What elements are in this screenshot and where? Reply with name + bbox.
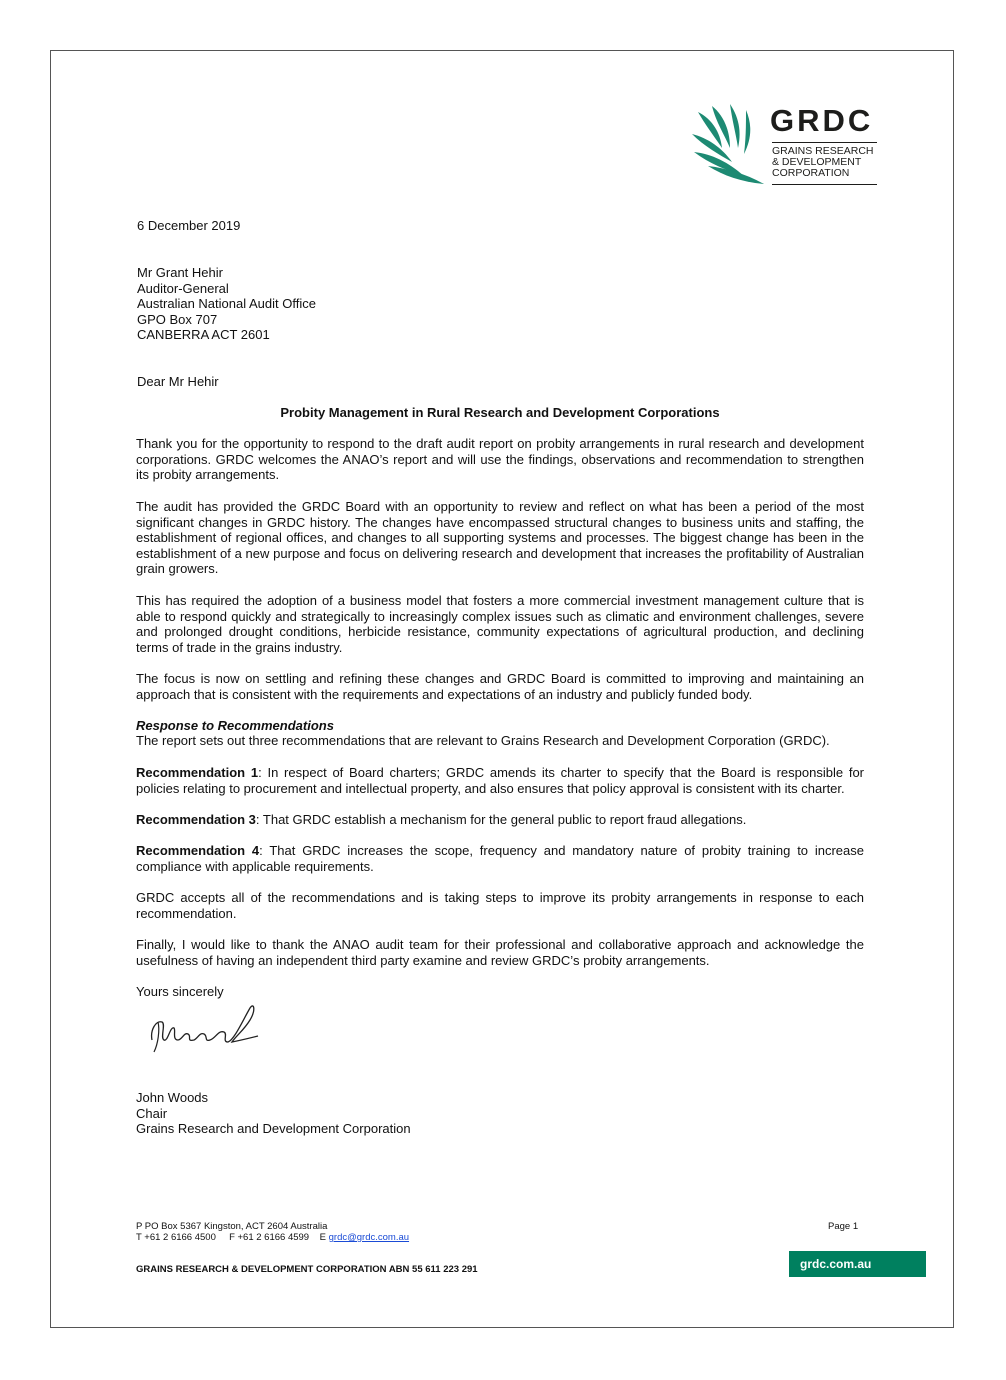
logo-divider <box>772 142 877 143</box>
footer-phone: T +61 2 6166 4500 <box>136 1232 216 1243</box>
body-paragraph: The audit has provided the GRDC Board with an opportunity to review and reflect on what has been a period of the most significant changes in GRDC history. The changes have encompassed structural changes to business units and staffing, the establishment of regional offices, and changes to all supporting systems and processes. The biggest change has been in the establishment of a new purpose and focus on delivering research and development that increases the profitability of Australian grain growers. <box>136 499 864 577</box>
response-heading: Response to Recommendations <box>136 718 334 733</box>
recommendation-label: Recommendation 1 <box>136 765 259 780</box>
footer-email-label: E <box>319 1232 326 1243</box>
letter-subject: Probity Management in Rural Research and Development Corporations <box>280 405 720 420</box>
recommendation-text: : That GRDC increases the scope, frequency and mandatory nature of probity training to increase compliance with applicable requirements. <box>136 843 864 874</box>
signatory-block <box>136 1090 411 1137</box>
recipient-line: Auditor-General <box>137 280 229 296</box>
footer-phone-line <box>136 1232 409 1243</box>
footer-corporation: GRAINS RESEARCH & DEVELOPMENT CORPORATION ABN 55 611 223 291 <box>136 1264 478 1275</box>
signatory-name: John Woods <box>136 1090 209 1105</box>
grdc-logo <box>690 104 880 186</box>
body-paragraph: The focus is now on settling and refining these changes and GRDC Board is committed to improving and maintaining an approach that is consistent with the requirements and expectations of an industry and publicly funded body. <box>136 671 864 702</box>
recipient-line: Australian National Audit Office <box>137 296 316 312</box>
recipient-line: GPO Box 707 <box>137 311 218 327</box>
footer-contact <box>136 1221 409 1243</box>
recommendation-item <box>136 843 864 874</box>
signatory-title: Chair <box>136 1105 168 1121</box>
signature <box>146 1000 266 1062</box>
closing-paragraph: Finally, I would like to thank the ANAO audit team for their professional and collaborative approach and acknowledge the usefulness of having an independent third party examine and review GRDC’s probity arrangements. <box>136 937 864 968</box>
website-badge[interactable]: grdc.com.au <box>789 1251 926 1277</box>
recipient-line: Mr Grant Hehir <box>137 265 223 280</box>
footer-email-link[interactable]: grdc@grdc.com.au <box>328 1232 410 1243</box>
logo-divider <box>772 184 877 185</box>
recommendation-label: Recommendation 3 <box>136 812 256 827</box>
closing-paragraph: GRDC accepts all of the recommendations and is taking steps to improve its probity arrangements in response to each recommendation. <box>136 890 864 921</box>
letter-date: 6 December 2019 <box>137 218 241 233</box>
body-paragraph: This has required the adoption of a business model that fosters a more commercial investment management culture that is able to respond quickly and strategically to increasingly complex issues such as climatic and environment challenges, severe and prolonged drought conditions, herbicide resistance, community expectations of agricultural production, and declining terms of trade in the grains industry. <box>136 593 864 655</box>
recommendation-item <box>136 765 864 796</box>
brand-subtitle-line: GRAINS RESEARCH <box>772 145 874 157</box>
brand-subtitle-line: & DEVELOPMENT <box>772 156 862 168</box>
brand-subtitle <box>772 146 874 179</box>
recommendation-label: Recommendation 4 <box>136 843 260 858</box>
footer-address: P PO Box 5367 Kingston, ACT 2604 Australia <box>136 1221 328 1232</box>
footer-fax: F +61 2 6166 4599 <box>229 1232 310 1243</box>
recommendation-text: : That GRDC establish a mechanism for the general public to report fraud allegations. <box>255 812 747 827</box>
recommendation-item <box>136 812 864 828</box>
response-intro: The report sets out three recommendations that are relevant to Grains Research and Development Corporation (GRDC). <box>136 733 830 748</box>
brand-name: GRDC <box>770 103 874 138</box>
recipient-address <box>137 265 316 343</box>
salutation: Dear Mr Hehir <box>137 374 219 389</box>
wheat-leaf-icon <box>690 104 770 186</box>
body-paragraph: Thank you for the opportunity to respond to the draft audit report on probity arrangements in rural research and development corporations. GRDC welcomes the ANAO’s report and will use the findings, observations and recommendation to strengthen its probity arrangements. <box>136 436 864 483</box>
recipient-line: CANBERRA ACT 2601 <box>137 327 270 343</box>
page-number: Page 1 <box>828 1221 859 1232</box>
signoff: Yours sincerely <box>136 984 224 999</box>
signatory-organisation: Grains Research and Development Corporation <box>136 1121 411 1137</box>
recommendation-text: : In respect of Board charters; GRDC amends its charter to specify that the Board is responsible for policies relating to procurement and intellectual property, and also ensures that policy approval is consistent with its charter. <box>136 765 864 796</box>
brand-subtitle-line: CORPORATION <box>772 167 850 179</box>
